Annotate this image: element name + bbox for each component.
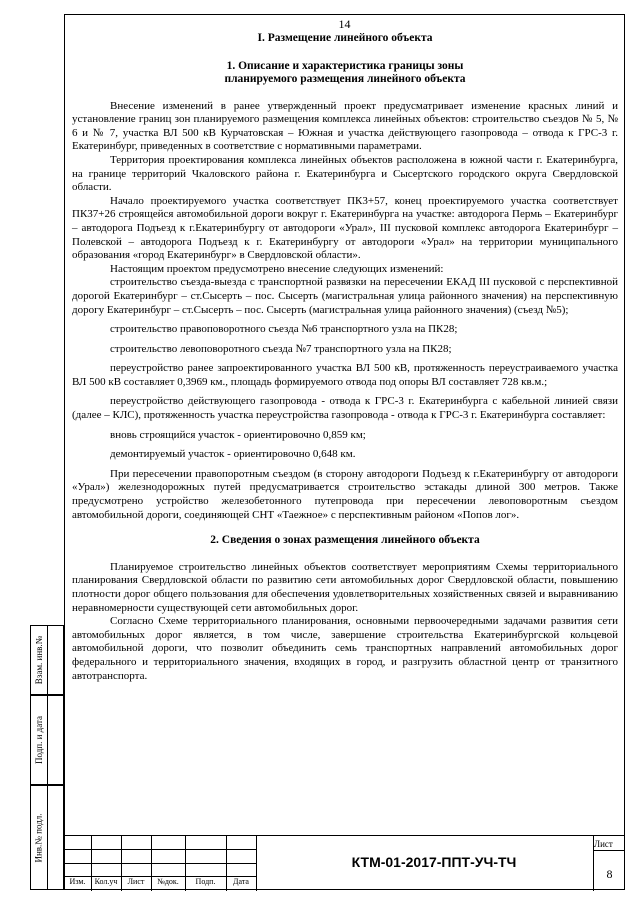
side-stamp-label: Инв.№ подл. — [34, 812, 44, 863]
paragraph: строительство съезда-выезда с транспортной развязки на пересечении ЕКАД III пусковой с перспективной дорогой Екатеринбург – ст.Сысерть – пос. Сысерть (магистральная улица районного значения) на перспективную дорогу Екатеринбург – ст.Сысерть – пос. Сысерть (магистральная улица районного значения) (съезд №5); — [72, 276, 618, 316]
subsection-title-2: 2. Сведения о зонах размещения линейного объекта — [210, 534, 480, 547]
paragraph: При пересечении правопоротным съездом (в сторону автодороги Подъезд к г.Екатеринбургу от автодороги «Урал») железнодорожных путей предусматривается строительство эстакады длиной 300 метров. Также предусмотрено устройство железобетонного путепровода при пересечении левоповоротным съездом автомобильной дороги, соединяющей СНТ «Таежное» с перспективным районом «Попов лог». — [72, 467, 618, 521]
paragraph: демонтируемый участок - ориентировочно 0,648 км. — [110, 448, 356, 461]
paragraph: Начало проектируемого участка соответствует ПК3+57, конец проектируемого участка соответствует ПК37+26 строящейся автомобильной дороги вокруг г. Екатеринбурга на участке: автодорога Пермь – Екатеринбург – автодорога Подъезд к г.Екатеринбургу от автодороги «Урал», III пусковой комплекс автодорога Екатеринбург – Полевской – автодорога Подъезд к г. Екатеринбургу от автодороги «Урал» на территории муниципального образования «город Екатеринбург» в Свердловской области». — [72, 194, 618, 262]
paragraph: вновь строящийся участок - ориентировочно 0,859 км; — [110, 428, 366, 441]
col-ndok: №док. — [157, 877, 179, 886]
document-code: КТМ-01-2017-ППТ-УЧ-ТЧ — [351, 854, 517, 870]
paragraph: переустройство ранее запроектированного участка ВЛ 500 кВ, протяженность переустраиваемого участка ВЛ 500 кВ составляет 0,3969 км., площадь формируемого отвода под опоры ВЛ составляет 728 кв.м.; — [72, 362, 618, 388]
paragraph: переустройство действующего газопровода - отвода к ГРС-3 г. Екатеринбурга с кабельной линией связи (далее – КЛС), протяженность участка переустройства газопровода - отвода к ГРС-3 г. Екатеринбурга составляет: — [72, 395, 618, 422]
col-podp: Подп. — [195, 877, 216, 886]
title-block — [64, 835, 625, 891]
side-stamp-inv — [30, 785, 64, 890]
page-number: 14 — [338, 17, 351, 31]
sheet-number: 8 — [606, 867, 613, 881]
side-stamp-label: Подп. и дата — [34, 715, 44, 765]
col-kol: Кол.уч — [94, 877, 118, 886]
paragraph: Согласно Схеме территориального планирования, основными первоочередными задачами развития сети автомобильных дорог является, в том числе, завершение строительства Екатеринбургской кольцевой автомобильной дороги, что позволит объединить семь транспортных направлений автомобильных дорог федерального и территориального значения, входящих в город, и разгрузить областной центр от транзитного автотранспорта. — [72, 615, 618, 682]
paragraph: Внесение изменений в ранее утвержденный проект предусматривает изменение красных линий и установление границ зон планируемого размещения комплекса линейных объектов: строительство съездов № 5, № 6 и № 7, участка ВЛ 500 кВ Курчатовская – Южная и участка действующего газопровода – отвода к ГРС-3 г. Екатеринбург, приведенных в соответствие с нормативными параметрами. — [72, 99, 618, 153]
paragraph: Территория проектирования комплекса линейных объектов расположена в южной части г. Екатеринбурга, на границе территорий Чкаловского района г. Екатеринбурга и Сысертского городского округа Свердловской области. — [72, 153, 618, 194]
paragraph: Планируемое строительство линейных объектов соответствует мероприятиям Схемы территориального планирования Свердловской области по развитию сети автомобильных дорог Свердловской области, повышению плотности дорог общего пользования для обеспечения удовлетворительных хозяйственных связей и выравниванию неравномерности существующей сети автомобильных дорог. — [72, 560, 618, 614]
side-stamp-label: Взам. инв.№ — [34, 635, 44, 685]
sheet-label: Лист — [594, 839, 613, 849]
paragraph: строительство левоповоротного съезда №7 транспортного узла на ПК28; — [110, 342, 452, 355]
section-title: I. Размещение линейного объекта — [257, 32, 433, 44]
col-izm: Изм. — [69, 877, 86, 886]
paragraph: строительство правоповоротного съезда №6 транспортного узла на ПК28; — [110, 323, 458, 336]
document-body — [72, 32, 618, 683]
side-stamp-podp — [30, 695, 64, 785]
subsection-title-1: 1. Описание и характеристика границы зоны планируемого размещения линейного объекта — [224, 59, 466, 86]
col-list: Лист — [127, 877, 145, 886]
paragraph: Настоящим проектом предусмотрено внесение следующих изменений: — [110, 262, 444, 275]
col-data: Дата — [233, 877, 249, 886]
side-stamp-vzam — [30, 625, 64, 695]
